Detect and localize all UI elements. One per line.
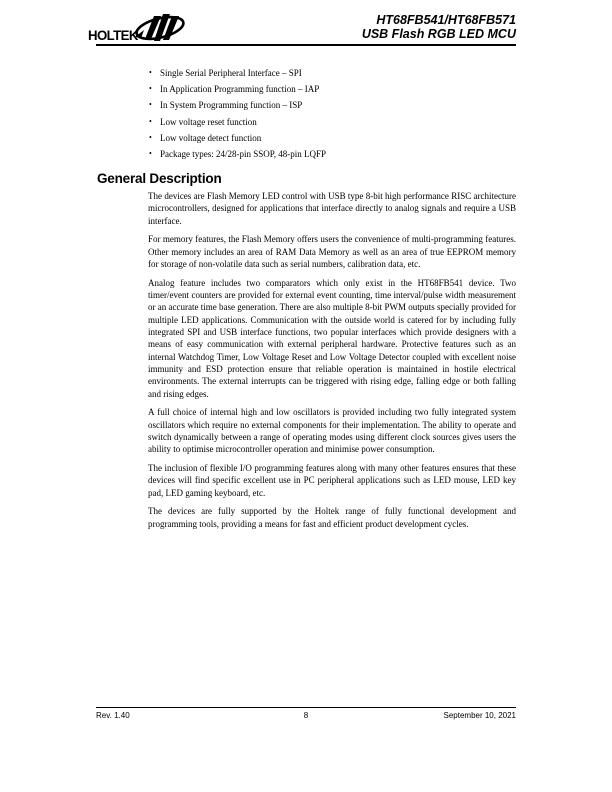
body-paragraph: The devices are Flash Memory LED control with USB type 8-bit high performance RISC architecture microcontrollers, designed for applications that interface directly to analog signals and require a USB interface. <box>148 191 516 226</box>
part-number-title: HT68FB541/HT68FB571 <box>376 13 516 27</box>
features-list <box>148 65 516 162</box>
feature-item <box>148 65 516 81</box>
feature-item <box>148 97 516 113</box>
feature-item-label: Low voltage reset function <box>160 116 257 127</box>
section-heading: General Description <box>97 171 222 186</box>
footer-date: September 10, 2021 <box>443 711 516 720</box>
footer-rule <box>96 707 516 708</box>
header-rule <box>96 44 516 46</box>
body-paragraph: The inclusion of flexible I/O programming features along with many other features ensures that these devices will find specific excellent use in PC peripheral applications such as LED mouse, LED key pad, LED gaming keyboard, etc. <box>148 463 516 498</box>
section-body <box>148 190 516 536</box>
body-paragraph: A full choice of internal high and low oscillators is provided including two fully integrated system oscillators which require no external components for their implementation. The ability to operate and switch dynamically between a range of operating modes using different clock sources gives users the ability to optimise microcontroller operation and minimise power consumption. <box>148 407 516 455</box>
body-paragraph: The devices are fully supported by the Holtek range of fully functional development and programming tools, providing a means for fast and efficient product development cycles. <box>148 506 516 529</box>
feature-item <box>148 81 516 97</box>
feature-item-label: Single Serial Peripheral Interface – SPI <box>160 68 302 78</box>
holtek-logo-icon <box>88 12 188 46</box>
svg-text:HOLTEK: HOLTEK <box>88 27 138 44</box>
document-title-block <box>216 14 516 41</box>
holtek-logo <box>88 12 188 46</box>
bullet-icon: • <box>149 100 152 110</box>
feature-item-label: Low voltage detect function <box>160 132 262 143</box>
footer <box>96 711 516 723</box>
bullet-icon: • <box>149 132 152 142</box>
feature-item-label: In Application Programming function – IAP <box>160 84 320 95</box>
body-paragraph: For memory features, the Flash Memory offers users the convenience of multi-programming features. Other memory includes an area of RAM Data Memory as well as an area of true EEPROM memory for storage of non-volatile data such as serial numbers, calibration data, etc. <box>148 234 516 270</box>
body-paragraph: Analog feature includes two comparators which only exist in the HT68FB541 device. Two timer/event counters are provided for external event counting, time interval/pulse width measurement or an accurate time base generation. There are also multiple 8-bit PWM outputs specially provided for multiple LED applications. Communication with the outside world is catered for by including fully integrated SPI and USB interface functions, two popular interfaces which provide designers with a means of easy communication with external peripheral hardware. Protective features such as an internal Watchdog Timer, Low Voltage Reset and Low Voltage Detector coupled with excellent noise immunity and ESD protection ensure that reliable operation is maintained in hostile electrical environments. The external interrupts can be triggered with rising edge, falling edge or both falling and rising edges. <box>148 277 516 399</box>
feature-item <box>148 114 516 130</box>
bullet-icon: • <box>149 149 152 159</box>
revision-label: Rev. 1.40 <box>96 711 130 720</box>
bullet-icon: • <box>149 84 152 94</box>
feature-item-label: In System Programming function – ISP <box>160 100 303 111</box>
bullet-icon: • <box>149 116 152 126</box>
page-number: 8 <box>303 711 309 720</box>
feature-item <box>148 146 516 162</box>
product-subtitle: USB Flash RGB LED MCU <box>361 26 516 41</box>
feature-item <box>148 130 516 146</box>
feature-item-label: Package types: 24/28-pin SSOP, 48-pin LQFP <box>160 149 327 160</box>
bullet-icon: • <box>149 68 152 77</box>
